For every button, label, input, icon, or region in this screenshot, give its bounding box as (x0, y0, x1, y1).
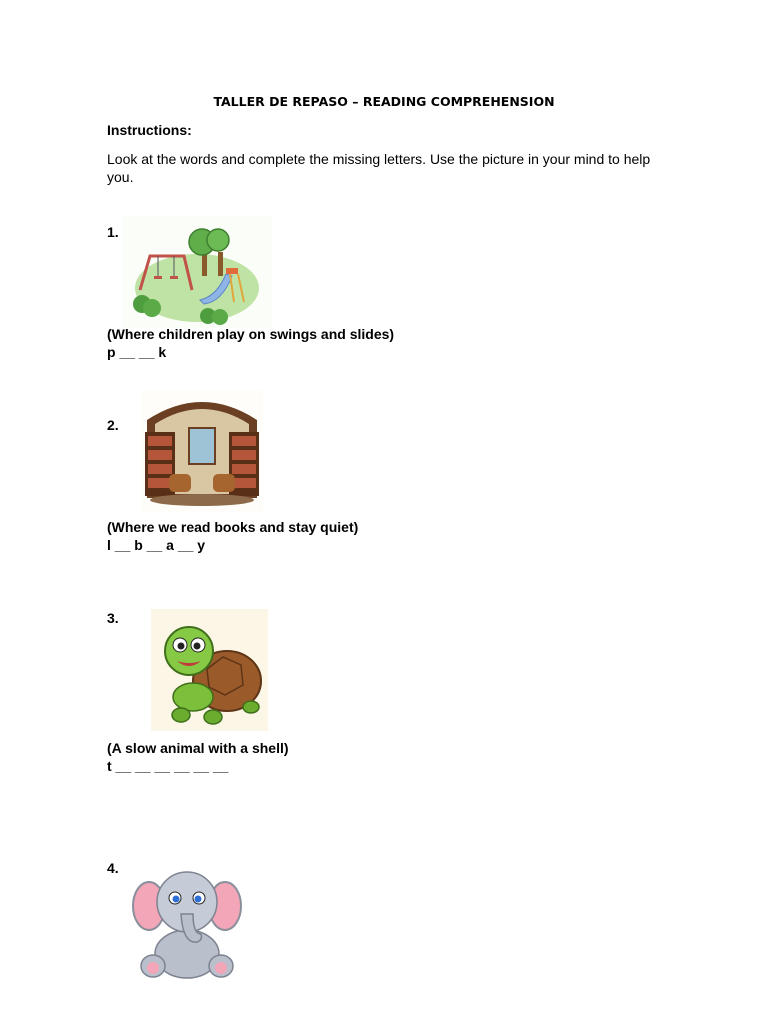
item-number-2: 2. (107, 417, 119, 433)
item-blank-3: t __ __ __ __ __ __ (107, 758, 229, 774)
page-title: TALLER DE REPASO – READING COMPREHENSION (213, 94, 555, 109)
item-clue-3: (A slow animal with a shell) (107, 740, 289, 756)
turtle-icon (151, 609, 268, 731)
item-clue-1: (Where children play on swings and slides) (107, 326, 395, 342)
item-number-1: 1. (107, 224, 119, 240)
item-blank-1: p __ __ k (107, 344, 167, 360)
park-icon (122, 216, 272, 328)
library-icon (141, 390, 263, 512)
item-blank-2: l __ b __ a __ y (107, 537, 206, 553)
item-number-4: 4. (107, 860, 119, 876)
instructions-heading: Instructions: (107, 122, 192, 138)
elephant-icon (131, 858, 243, 982)
instructions-text: Look at the words and complete the missing letters. Use the picture in your mind to help you. (107, 151, 651, 185)
item-clue-2: (Where we read books and stay quiet) (107, 519, 359, 535)
item-number-3: 3. (107, 610, 119, 626)
